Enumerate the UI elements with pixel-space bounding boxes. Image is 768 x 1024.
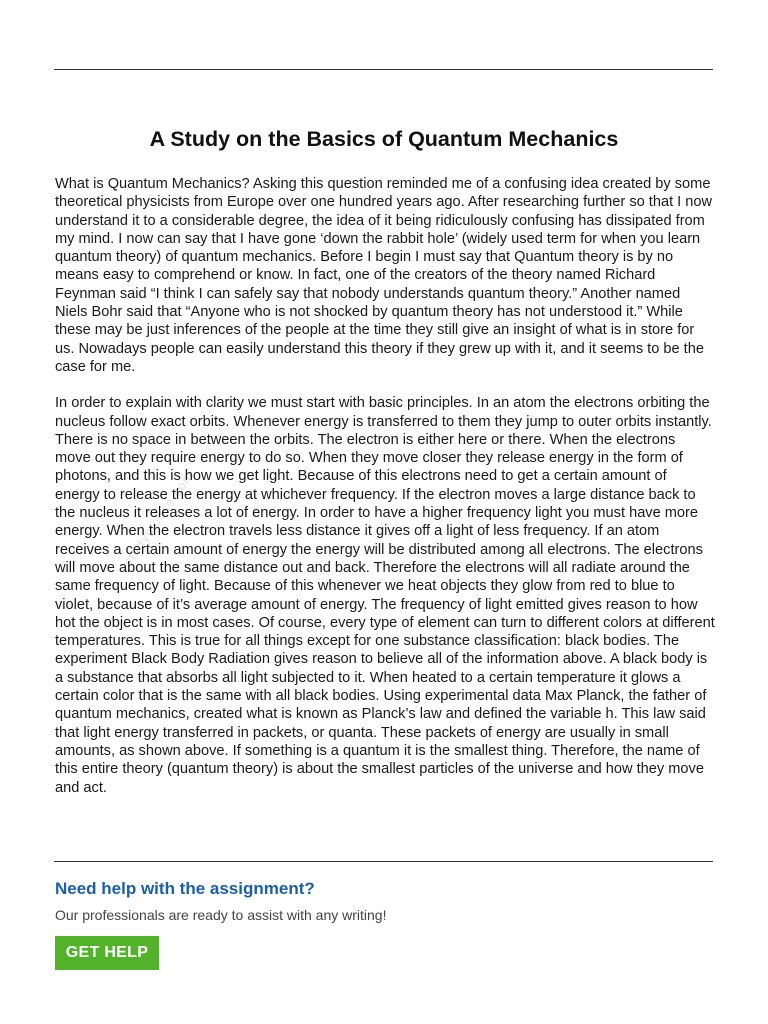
document-title: A Study on the Basics of Quantum Mechanics — [149, 127, 619, 151]
bottom-divider — [54, 861, 713, 862]
paragraph-2: In order to explain with clarity we must start with basic principles. In an atom the electrons orbiting the nucleus follow exact orbits. Whenever energy is transferred to them they jump to outer orbits instantly. There is no space in between the orbits. The electron is either here or there. When the electrons move out they require energy to do so. When they move closer they release energy in the form of photons, and this is how we get light. Because of this electrons need to get a certain amount of energy to release the energy at whichever frequency. If the electron moves a large distance back to the nucleus it releases a lot of energy. In order to have a higher frequency light you must have more energy. When the electron travels less distance it gives off a light of less frequency. If an atom receives a certain amount of energy the energy will be distributed among all electrons. The electrons will move about the same distance out and back. Therefore the electrons will all radiate around the same frequency of light. Because of this whenever we heat objects they glow from red to blue to violet, because of it’s average amount of energy. The frequency of light emitted gives reason to how hot the object is in most cases. Of course, every type of element can turn to different colors at different temperatures. This is true for all things except for one substance classification: black bodies. The experiment Black Body Radiation gives reason to believe all of the information above. A black body is a substance that absorbs all light subjected to it. When heated to a certain temperature it glows a certain color that is the same with all black bodies. Using experimental data Max Planck, the father of quantum mechanics, created what is known as Planck’s law and defined the variable h. This law said that light energy transferred in packets, or quanta. These packets of energy are usually in small amounts, as shown above. If something is a quantum it is the smallest thing. Therefore, the name of this entire theory (quantum theory) is about the smallest particles of the universe and how they move and act. — [55, 395, 715, 796]
paragraph-1: What is Quantum Mechanics? Asking this question reminded me of a confusing idea created by some theoretical physicists from Europe over one hundred years ago. After researching further so that I now understand it to a considerable degree, the idea of it being ridiculously confusing has dissipated from my mind. I now can say that I have gone ‘down the rabbit hole’ (widely used term for when you learn quantum theory) of quantum mechanics. Before I begin I must say that Quantum theory is by no means easy to comprehend or know. In fact, one of the creators of the theory named Richard Feynman said “I think I can safely say that nobody understands quantum theory.” Another named Niels Bohr said that “Anyone who is not shocked by quantum theory has not understood it.” While these may be just inferences of the people at the time they still give an insight of what is in store for us. Nowadays people can easily understand this theory if they grew up with it, and it seems to be the case for me. — [55, 176, 713, 375]
cta-subtext: Our professionals are ready to assist with any writing! — [55, 907, 387, 923]
document-body — [55, 175, 715, 815]
top-divider — [54, 69, 713, 70]
watermark: studymoose.com — [120, 468, 197, 569]
get-help-button[interactable]: GET HELP — [55, 936, 159, 970]
cta-heading: Need help with the assignment? — [55, 879, 315, 898]
